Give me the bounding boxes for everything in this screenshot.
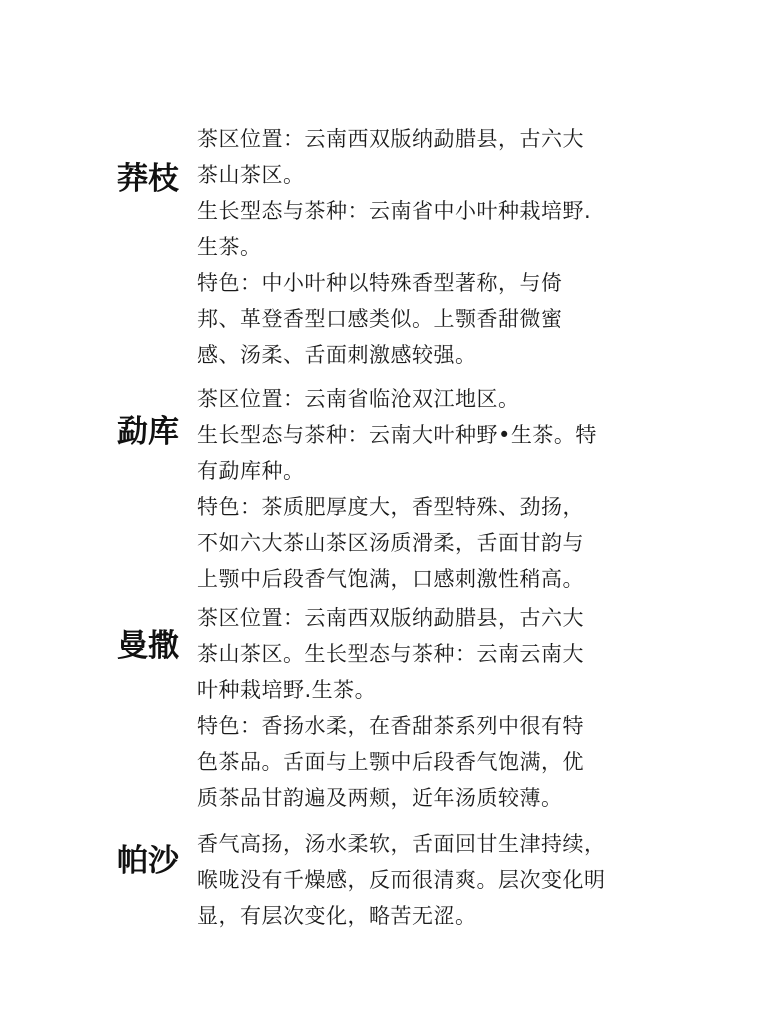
entry-body xyxy=(197,826,657,934)
body-line: 生长型态与茶种：云南大叶种野•生茶。特 xyxy=(197,423,597,447)
entry-title: 莽枝 xyxy=(117,161,179,197)
body-line: 叶种栽培野.生茶。 xyxy=(197,678,377,702)
body-line: 喉咙没有千燥感，反而很清爽。层次变化明 xyxy=(197,868,606,892)
body-line: 质茶品甘韵遍及两颊，近年汤质较薄。 xyxy=(197,786,563,810)
body-line: 有勐库种。 xyxy=(197,459,305,483)
body-line: 显，有层次变化，略苦无涩。 xyxy=(197,904,477,928)
entry-title: 勐库 xyxy=(117,414,179,450)
body-line: 特色：中小叶种以特殊香型著称，与倚 xyxy=(197,271,563,295)
body-line: 生长型态与茶种：云南省中小叶种栽培野. xyxy=(197,199,592,223)
body-line: 邦、革登香型口感类似。上颚香甜微蜜 xyxy=(197,307,563,331)
body-line: 茶区位置：云南西双版纳勐腊县，古六大 xyxy=(197,127,584,151)
body-line: 色茶品。舌面与上颚中后段香气饱满，优 xyxy=(197,750,584,774)
body-line: 香气高扬，汤水柔软，舌面回甘生津持续， xyxy=(197,832,606,856)
entry-body xyxy=(197,381,657,597)
body-line: 上颚中后段香气饱满，口感刺激性稍高。 xyxy=(197,567,584,591)
entry-body xyxy=(197,121,657,373)
body-line: 茶区位置：云南省临沧双江地区。 xyxy=(197,387,520,411)
body-line: 茶山茶区。生长型态与茶种：云南云南大 xyxy=(197,642,584,666)
body-line: 特色：茶质肥厚度大，香型特殊、劲扬， xyxy=(197,495,584,519)
body-line: 生茶。 xyxy=(197,235,262,259)
entry-title: 帕沙 xyxy=(117,843,179,879)
body-line: 不如六大茶山茶区汤质滑柔，舌面甘韵与 xyxy=(197,531,584,555)
entry-body xyxy=(197,600,657,816)
entry-title: 曼撒 xyxy=(117,628,179,664)
body-line: 茶区位置：云南西双版纳勐腊县，古六大 xyxy=(197,606,584,630)
body-line: 特色：香扬水柔，在香甜茶系列中很有特 xyxy=(197,714,584,738)
body-line: 茶山茶区。 xyxy=(197,163,305,187)
body-line: 感、汤柔、舌面刺激感较强。 xyxy=(197,343,477,367)
